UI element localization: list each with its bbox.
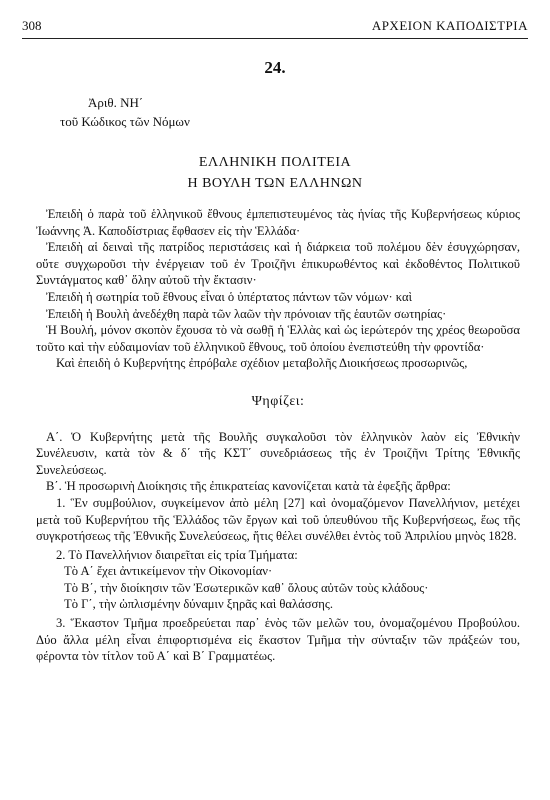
law-number: Ἀριθ. ΝΗ΄ [88,95,144,110]
preamble-paragraph: Ἐπειδὴ ἡ Βουλὴ ἀνεδέχθη παρὰ τῶν λαῶν τὴν πρόνοιαν τῆς ἑαυτῶν σωτηρίας· [46,306,447,321]
law-reference [60,93,190,131]
heading-line-1: ΕΛΛΗΝΙΚΗ ΠΟΛΙΤΕΙΑ [198,155,352,170]
running-title: ΑΡΧΕΙΟΝ ΚΑΠΟΔΙΣΤΡΙΑ [371,18,528,33]
article-paragraph: Α΄. Ὁ Κυβερνήτης μετὰ τῆς Βουλῆς συγκαλοῦσι τὸν ἑλληνικὸν λαὸν εἰς Ἐθνικὴν Συνέλευσιν, κατὰ τὸν & δ΄ τῆς ΚΣΤ΄ συνεδριάσεως τῆς ἐν Τροιζῆνι Τρίτης Ἐθνικῆς Συνελεύσεως. [36,429,520,477]
preamble-paragraph: Καὶ ἐπειδὴ ὁ Κυβερνήτης ἐπρόβαλε σχέδιον μεταβολῆς Διοικήσεως προσωρινῶς, [56,356,468,371]
preamble-paragraph: Ἡ Βουλή, μόνον σκοπὸν ἔχουσα τὸ νὰ σωθῇ ἡ Ἑλλὰς καὶ ὡς ἱερώτερόν της χρέος θεωροῦσα τοῦτο καὶ τὴν εὐδαιμονίαν τοῦ ἑλληνικοῦ ἔθνους, τοῦ ὁποίου ἐνεπιστεύθη τὴν φροντίδα· [36,323,520,354]
document-body [36,206,520,665]
preamble-paragraph: Ἐπειδὴ ὁ παρὰ τοῦ ἑλληνικοῦ ἔθνους ἐμπεπιστευμένος τὰς ἡνίας τῆς Κυβερνήσεως κύριος Ἰωάννης Ἀ. Καποδίστριας ἔφθασεν εἰς τὴν Ἑλλάδα· [36,207,520,238]
page-number: 308 [22,18,42,33]
article-paragraph: 1. Ἓν συμβούλιον, συγκείμενον ἀπὸ μέλη [27] καὶ ὀνομαζόμενον Πανελλήνιον, μετέχει μετὰ τοῦ Κυβερνήτου τῆς Ἑλλάδος τῶν ἔργων καὶ τοῦ ὑπευθύνου τῆς Κυβερνήσεως, ἕως τῆς συγκροτήσεως τῆς Ἐθνικῆς Συνελεύσεως, ἥτις θέλει συνέλθει ἐντὸς τοῦ Ἀπριλίου μηνὸς 1828. [36,495,520,544]
heading-line-2: Η ΒΟΥΛΗ ΤΩΝ ΕΛΛΗΝΩΝ [187,176,363,191]
document-number: 24. [264,58,286,77]
article-paragraph: 3. Ἕκαστον Τμῆμα προεδρεύεται παρ᾽ ἑνὸς τῶν μελῶν του, ὀνομαζομένου Προβούλου. Δύο ἄλλα μέλη εἶναι ἐπιφορτισμένα εἰς ἕκαστον Τμῆμα τὴν σύνταξιν τῶν πράξεών του, φέροντα τὸν τίτλον τοῦ Α΄ καὶ Β΄ Γραμματέως. [36,616,520,664]
section-line: Τὸ Β΄, τὴν διοίκησιν τῶν Ἐσωτερικῶν καθ᾽ ὅλους αὐτῶν τοὺς κλάδους· [64,580,429,595]
article-paragraph: 2. Τὸ Πανελλήνιον διαιρεῖται εἰς τρία Τμήματα: [56,547,298,562]
preamble-paragraph: Ἐπειδὴ αἱ δειναὶ τῆς πατρίδος περιστάσεις καὶ ἡ διάρκεια τοῦ πολέμου δὲν ἐσυγχώρησαν, οὔτε συγχωροῦσι τὴν ἐνέργειαν τοῦ ἐν Τροιζῆνι ἐπικυρωθέντος καὶ ἐκδοθέντος Πολιτικοῦ Συντάγματος καθ᾽ ὅλην αὐτοῦ τὴν ἔκτασιν· [36,240,520,288]
section-line: Τὸ Γ΄, τὴν ὡπλισμένην δύναμιν ξηρᾶς καὶ θαλάσσης. [64,597,334,612]
article-paragraph: Β΄. Ἡ προσωρινὴ Διοίκησις τῆς ἐπικρατείας κανονίζεται κατὰ τὰ ἐφεξῆς ἄρθρα: [46,479,451,494]
running-head [22,18,528,39]
decree-word: Ψηφίζει: [251,393,305,409]
law-code: τοῦ Κώδικος τῶν Νόμων [60,114,190,129]
section-line: Τὸ Α΄ ἔχει ἀντικείμενον τὴν Οἰκονομίαν· [64,564,273,579]
preamble-paragraph: Ἐπειδὴ ἡ σωτηρία τοῦ ἔθνους εἶναι ὁ ὑπέρτατος πάντων τῶν νόμων· καὶ [46,289,413,304]
document-heading [0,152,550,194]
